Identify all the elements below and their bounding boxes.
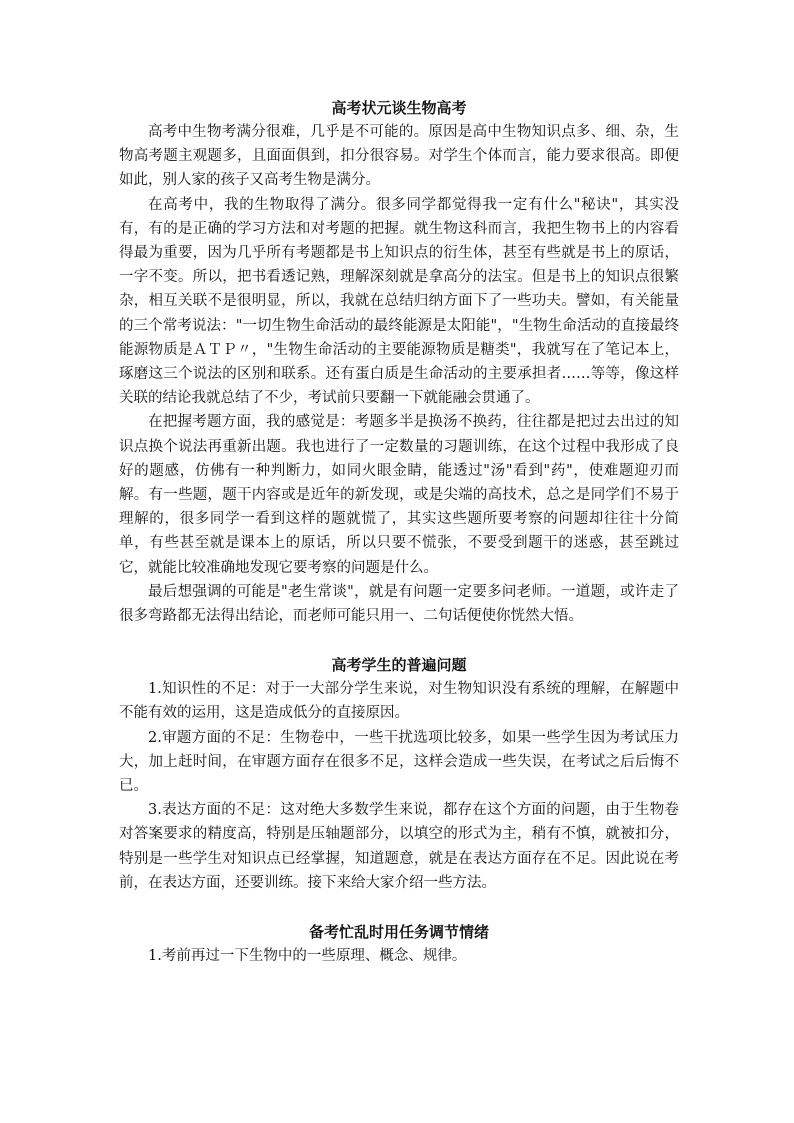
section-spacer <box>119 628 679 653</box>
paragraph: 最后想强调的可能是"老生常谈"，就是有问题一定要多问老师。一道题，或许走了很多弯路都无法得出结论，而老师可能只用一、二句话便使你恍然大悟。 <box>119 583 679 625</box>
section-spacer <box>119 895 679 920</box>
list-item: 2.审题方面的不足：生物卷中，一些干扰选项比较多，如果一些学生因为考试压力大，加上赶时间，在审题方面存在很多不足，这样会造成一些失误，在考试之后后悔不已。 <box>119 729 679 795</box>
document-page <box>119 96 679 968</box>
paragraph: 在把握考题方面，我的感觉是：考题多半是换汤不换药，往往都是把过去出过的知识点换个说法再重新出题。我也进行了一定数量的习题训练，在这个过程中我形成了良好的题感，仿佛有一种判断力，如同火眼金睛，能透过"汤"看到"药"，使难题迎刃而解。有一些题，题干内容或是近年的新发现，或是尖端的高技术，总之是同学们不易于理解的，很多同学一看到这样的题就慌了，其实这些题所要考察的问题却往往十分简单，有些甚至就是课本上的原话，所以只要不慌张，不要受到题干的迷惑，甚至跳过它，就能比较准确地发现它要考察的问题是什么。 <box>119 414 679 576</box>
list-item: 1.考前再过一下生物中的一些原理、概念、规律。 <box>148 948 467 965</box>
section-common-problems <box>119 653 679 895</box>
section-zhuangyuan <box>119 96 679 628</box>
list-item: 1.知识性的不足：对于一大部分学生来说，对生物知识没有系统的理解，在解题中不能有效的运用，这是造成低分的直接原因。 <box>119 681 679 722</box>
section-emotion-regulation <box>119 920 679 968</box>
list-item: 3.表达方面的不足：这对绝大多数学生来说，都存在这个方面的问题，由于生物卷对答案要求的精度高，特别是压轴题部分，以填空的形式为主，稍有不慎，就被扣分，特别是一些学生对知识点已经掌握，知道题意，就是在表达方面存在不足。因此说在考前，在表达方面，还要训练。接下来给大家介绍一些方法。 <box>119 802 679 891</box>
section-title: 高考状元谈生物高考 <box>331 99 467 117</box>
paragraph: 高考中生物考满分很难，几乎是不可能的。原因是高中生物知识点多、细、杂，生物高考题主观题多，且面面俱到，扣分很容易。对学生个体而言，能力要求很高。即便如此，别人家的孩子又高考生物是满分。 <box>119 124 679 189</box>
paragraph: 在高考中，我的生物取得了满分。很多同学都觉得我一定有什么"秘诀"，其实没有，有的是正确的学习方法和对考题的把握。就生物这科而言，我把生物书上的内容看得最为重要，因为几乎所有考题都是书上知识点的衍生体，甚至有些就是书上的原话，一字不变。所以，把书看透记熟，理解深刻就是拿高分的法宝。但是书上的知识点很繁杂，相互关联不是很明显，所以，我就在总结归纳方面下了一些功夫。譬如，有关能量的三个常考说法："一切生物生命活动的最终能源是太阳能"，"生物生命活动的直接最终能源物质是ＡＴＰ〃，"生物生命活动的主要能源物质是糖类"，我就写在了笔记本上，琢磨这三个说法的区别和联系。还有蛋白质是生命活动的主要承担者……等等，像这样关联的结论我就总结了不少，考试前只要翻一下就能融会贯通了。 <box>119 196 679 407</box>
section-title: 备考忙乱时用任务调节情绪 <box>308 923 489 942</box>
section-title: 高考学生的普遍问题 <box>331 656 467 675</box>
